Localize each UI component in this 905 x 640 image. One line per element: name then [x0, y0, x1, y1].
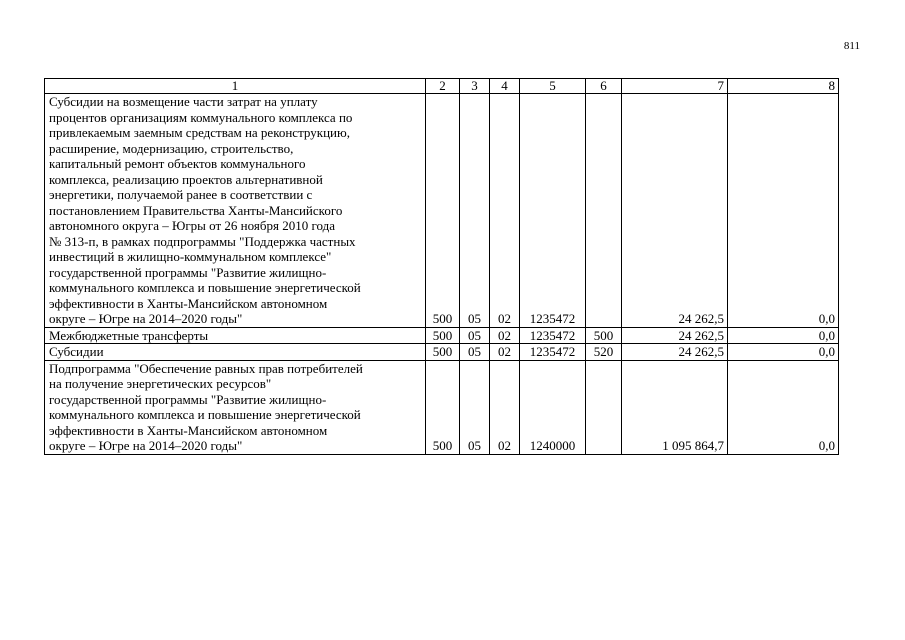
- cell-section-code: 05: [460, 344, 490, 361]
- cell-ministry-code: 500: [426, 94, 460, 328]
- cell-expense-type: 520: [586, 344, 622, 361]
- cell-amount: 24 262,5: [622, 344, 728, 361]
- column-header-6: 6: [586, 79, 622, 94]
- table-row: [45, 327, 839, 344]
- cell-amount: 24 262,5: [622, 94, 728, 328]
- cell-section-code: 05: [460, 94, 490, 328]
- cell-expense-type: 500: [586, 327, 622, 344]
- page-number: 811: [843, 40, 860, 52]
- cell-amount-federal: 0,0: [728, 327, 839, 344]
- cell-subsection-code: 02: [490, 327, 520, 344]
- column-header-1: 1: [45, 79, 426, 94]
- table-header-row: [45, 79, 839, 94]
- row-description: Подпрограмма "Обеспечение равных прав потребителей на получение энергетических ресурсов" государственной программы "Развитие жилищно- коммунального комплекса и повышение энергетической эффективности в Ханты-Мансийском автономном округе – Югре на 2014–2020 годы": [45, 360, 426, 454]
- cell-amount-federal: 0,0: [728, 344, 839, 361]
- cell-subsection-code: 02: [490, 94, 520, 328]
- column-header-2: 2: [426, 79, 460, 94]
- column-header-5: 5: [520, 79, 586, 94]
- cell-expense-type: [586, 94, 622, 328]
- row-description: Субсидии на возмещение части затрат на уплату процентов организациям коммунального комплекса по привлекаемым заемным средствам на реконструкцию, расширение, модернизацию, строительство, капитальный ремонт объектов коммунального комплекса, реализацию проектов альтернативной энергетики, получаемой ранее в соответствии с постановлением Правительства Ханты-Мансийского автономного округа – Югры от 26 ноября 2010 года № 313-п, в рамках подпрограммы "Поддержка частных инвестиций в жилищно-коммунальном комплексе" государственной программы "Развитие жилищно- коммунального комплекса и повышение энергетической эффективности в Ханты-Мансийском автономном округе – Югре на 2014–2020 годы": [45, 94, 426, 328]
- cell-target-article: 1235472: [520, 344, 586, 361]
- cell-expense-type: [586, 360, 622, 454]
- cell-amount-federal: 0,0: [728, 360, 839, 454]
- column-header-4: 4: [490, 79, 520, 94]
- row-description: Межбюджетные трансферты: [45, 327, 426, 344]
- column-header-3: 3: [460, 79, 490, 94]
- cell-amount-federal: 0,0: [728, 94, 839, 328]
- row-description: Субсидии: [45, 344, 426, 361]
- cell-target-article: 1235472: [520, 327, 586, 344]
- table-row: [45, 360, 839, 454]
- cell-amount: 1 095 864,7: [622, 360, 728, 454]
- cell-subsection-code: 02: [490, 360, 520, 454]
- cell-section-code: 05: [460, 327, 490, 344]
- cell-target-article: 1240000: [520, 360, 586, 454]
- table-row: [45, 94, 839, 328]
- cell-ministry-code: 500: [426, 327, 460, 344]
- cell-ministry-code: 500: [426, 344, 460, 361]
- column-header-8: 8: [728, 79, 839, 94]
- cell-amount: 24 262,5: [622, 327, 728, 344]
- cell-ministry-code: 500: [426, 360, 460, 454]
- table-row: [45, 344, 839, 361]
- cell-subsection-code: 02: [490, 344, 520, 361]
- budget-table: [44, 78, 839, 455]
- cell-section-code: 05: [460, 360, 490, 454]
- column-header-7: 7: [622, 79, 728, 94]
- cell-target-article: 1235472: [520, 94, 586, 328]
